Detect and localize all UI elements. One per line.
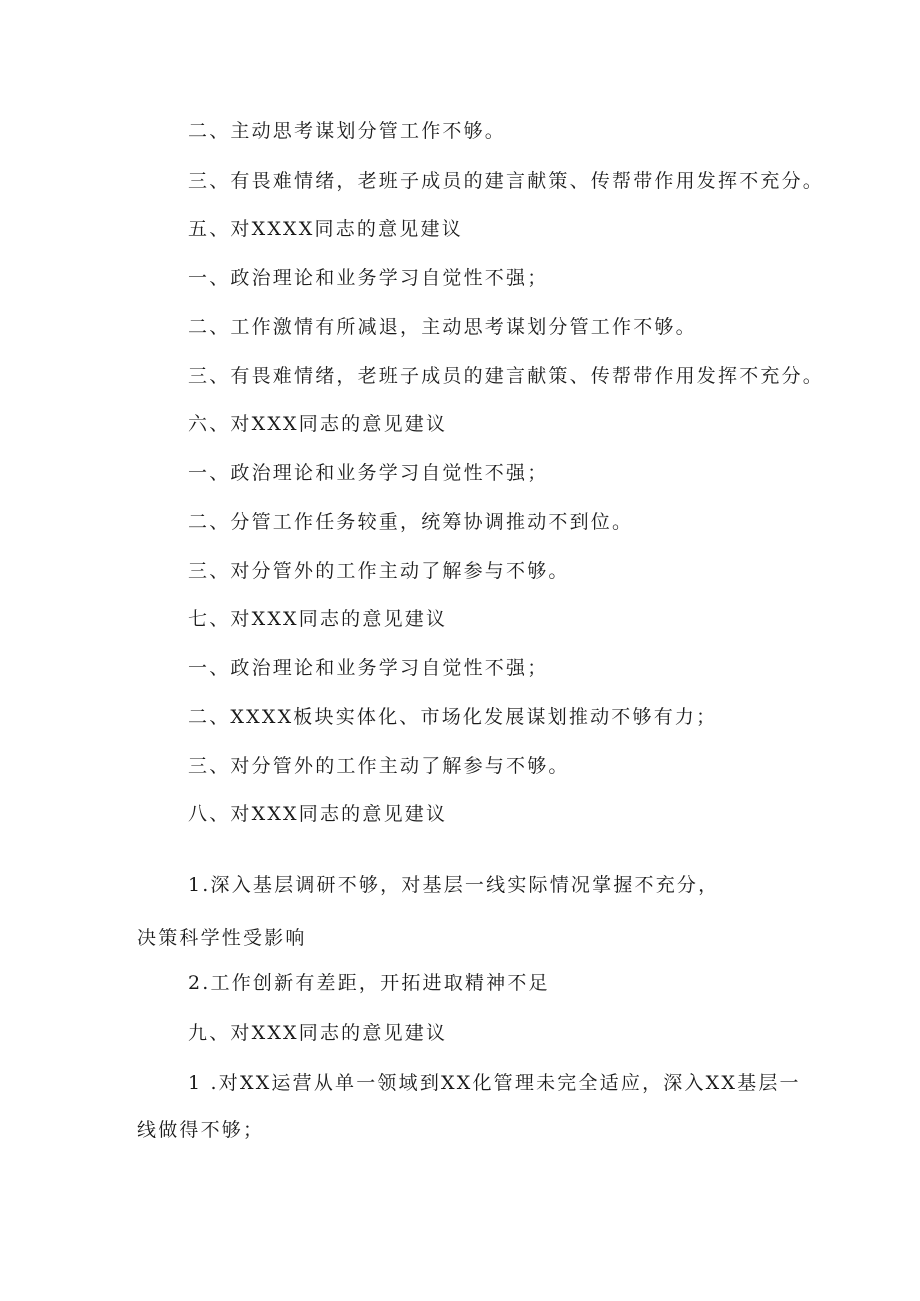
section-six-heading: 六、对XXX同志的意见建议 [188,413,448,435]
item-one-study: 一、政治理论和业务学习自觉性不强； [188,657,549,679]
section-five-heading: 五、对XXXX同志的意见建议 [188,218,463,240]
item-1-grassroots: 1.深入基层调研不够，对基层一线实际情况掌握不充分， [188,874,720,896]
item-two-planning: 二、主动思考谋划分管工作不够。 [188,120,507,142]
section-seven-heading: 七、对XXX同志的意见建议 [188,608,448,630]
item-three-reluctance: 三、有畏难情绪，老班子成员的建言献策、传帮带作用发挥不充分。 [188,170,825,192]
item-one-study: 一、政治理论和业务学习自觉性不强； [188,462,549,484]
item-two-workload: 二、分管工作任务较重，统筹协调推动不到位。 [188,511,634,533]
item-two-passion: 二、工作激情有所减退，主动思考谋划分管工作不够。 [188,316,697,338]
item-2-innovation: 2.工作创新有差距，开拓进取精神不足 [188,972,550,994]
item-one-study: 一、政治理论和业务学习自觉性不强； [188,267,549,289]
item-1-operations-continuation: 线做得不够； [137,1119,265,1141]
item-three-reluctance: 三、有畏难情绪，老班子成员的建言献策、传帮带作用发挥不充分。 [188,365,825,387]
section-eight-heading: 八、对XXX同志的意见建议 [188,803,448,825]
item-two-sector-development: 二、XXXX板块实体化、市场化发展谋划推动不够有力； [188,706,718,728]
item-three-participation: 三、对分管外的工作主动了解参与不够。 [188,755,570,777]
item-1-operations: 1 .对XX运营从单一领域到XX化管理未完全适应，深入XX基层一 [188,1072,801,1094]
item-three-participation: 三、对分管外的工作主动了解参与不够。 [188,560,570,582]
section-nine-heading: 九、对XXX同志的意见建议 [188,1022,448,1044]
item-1-continuation: 决策科学性受影响 [137,927,307,949]
